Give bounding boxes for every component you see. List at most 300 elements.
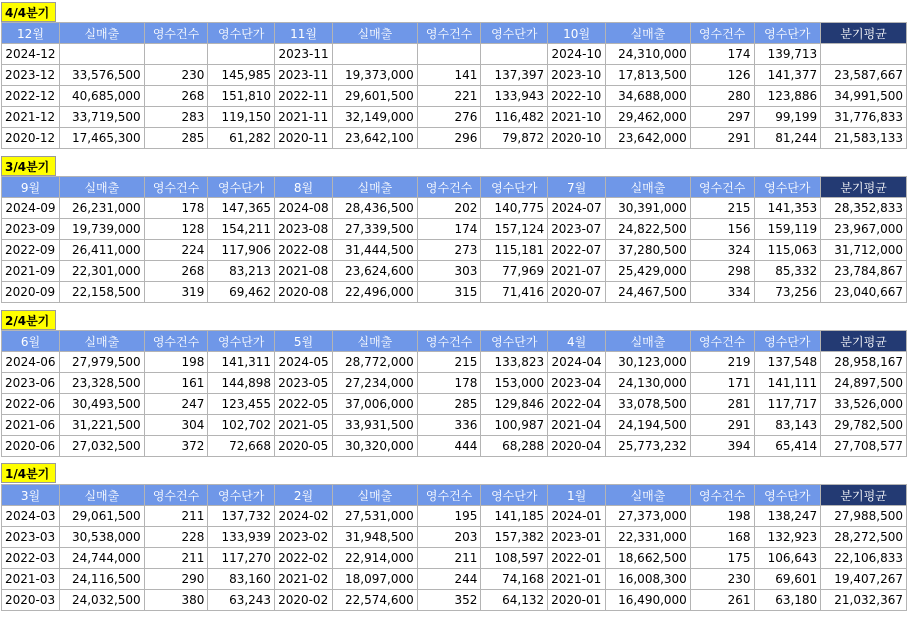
table-cell[interactable] (481, 44, 548, 65)
table-cell[interactable]: 230 (690, 569, 754, 590)
table-cell[interactable]: 159,119 (754, 219, 821, 240)
table-cell[interactable]: 2021-01 (548, 569, 606, 590)
header-cell[interactable]: 실매출 (59, 485, 144, 506)
table-cell[interactable]: 33,931,500 (333, 415, 418, 436)
table-cell[interactable]: 29,061,500 (59, 506, 144, 527)
table-cell[interactable]: 63,180 (754, 590, 821, 611)
table-cell[interactable]: 117,270 (208, 548, 275, 569)
table-cell[interactable] (144, 44, 208, 65)
table-cell[interactable]: 221 (417, 86, 481, 107)
table-cell[interactable]: 2022-01 (548, 548, 606, 569)
table-cell[interactable]: 17,813,500 (606, 65, 691, 86)
table-cell[interactable]: 178 (144, 198, 208, 219)
table-cell[interactable]: 132,923 (754, 527, 821, 548)
table-cell[interactable]: 372 (144, 436, 208, 457)
table-cell[interactable] (333, 44, 418, 65)
header-cell[interactable]: 영수건수 (417, 331, 481, 352)
table-cell[interactable]: 324 (690, 240, 754, 261)
table-cell[interactable]: 31,712,000 (821, 240, 907, 261)
table-cell[interactable]: 28,352,833 (821, 198, 907, 219)
table-cell[interactable]: 71,416 (481, 282, 548, 303)
table-cell[interactable]: 137,397 (481, 65, 548, 86)
table-cell[interactable]: 30,538,000 (59, 527, 144, 548)
header-cell[interactable]: 영수단가 (208, 331, 275, 352)
table-cell[interactable]: 24,116,500 (59, 569, 144, 590)
table-cell[interactable]: 33,526,000 (821, 394, 907, 415)
table-cell[interactable]: 2024-09 (2, 198, 60, 219)
table-cell[interactable]: 115,181 (481, 240, 548, 261)
table-cell[interactable]: 18,097,000 (333, 569, 418, 590)
table-cell[interactable]: 133,939 (208, 527, 275, 548)
table-cell[interactable]: 83,213 (208, 261, 275, 282)
header-cell[interactable]: 영수건수 (144, 331, 208, 352)
table-cell[interactable]: 2023-12 (2, 65, 60, 86)
header-cell[interactable]: 실매출 (606, 485, 691, 506)
table-cell[interactable]: 2023-09 (2, 219, 60, 240)
table-cell[interactable]: 17,465,300 (59, 128, 144, 149)
table-cell[interactable]: 133,943 (481, 86, 548, 107)
table-cell[interactable]: 2023-04 (548, 373, 606, 394)
table-cell[interactable]: 61,282 (208, 128, 275, 149)
table-cell[interactable]: 27,339,500 (333, 219, 418, 240)
table-cell[interactable]: 30,493,500 (59, 394, 144, 415)
table-cell[interactable]: 151,810 (208, 86, 275, 107)
table-cell[interactable]: 2020-03 (2, 590, 60, 611)
table-cell[interactable]: 2020-12 (2, 128, 60, 149)
table-cell[interactable]: 244 (417, 569, 481, 590)
table-cell[interactable]: 123,886 (754, 86, 821, 107)
header-cell[interactable]: 실매출 (59, 331, 144, 352)
table-cell[interactable]: 2021-10 (548, 107, 606, 128)
table-cell[interactable]: 144,898 (208, 373, 275, 394)
table-cell[interactable]: 145,985 (208, 65, 275, 86)
table-cell[interactable]: 2021-06 (2, 415, 60, 436)
table-cell[interactable]: 23,587,667 (821, 65, 907, 86)
table-cell[interactable]: 298 (690, 261, 754, 282)
table-cell[interactable]: 304 (144, 415, 208, 436)
table-cell[interactable] (821, 44, 907, 65)
table-cell[interactable]: 2021-05 (275, 415, 333, 436)
table-cell[interactable]: 198 (144, 352, 208, 373)
table-cell[interactable]: 2023-06 (2, 373, 60, 394)
table-cell[interactable]: 2022-10 (548, 86, 606, 107)
table-cell[interactable]: 336 (417, 415, 481, 436)
table-cell[interactable]: 123,455 (208, 394, 275, 415)
header-cell[interactable]: 영수단가 (481, 331, 548, 352)
header-cell[interactable]: 영수건수 (144, 177, 208, 198)
header-cell[interactable]: 실매출 (333, 23, 418, 44)
table-cell[interactable]: 24,744,000 (59, 548, 144, 569)
table-cell[interactable]: 23,642,000 (606, 128, 691, 149)
table-cell[interactable]: 37,006,000 (333, 394, 418, 415)
table-cell[interactable]: 2024-12 (2, 44, 60, 65)
header-cell[interactable]: 영수건수 (417, 177, 481, 198)
header-cell[interactable]: 5월 (275, 331, 333, 352)
table-cell[interactable]: 2024-10 (548, 44, 606, 65)
table-cell[interactable]: 261 (690, 590, 754, 611)
table-cell[interactable]: 21,032,367 (821, 590, 907, 611)
table-cell[interactable]: 68,288 (481, 436, 548, 457)
table-cell[interactable]: 19,739,000 (59, 219, 144, 240)
header-cell[interactable]: 영수단가 (754, 331, 821, 352)
table-cell[interactable]: 79,872 (481, 128, 548, 149)
table-cell[interactable]: 133,823 (481, 352, 548, 373)
header-cell[interactable]: 7월 (548, 177, 606, 198)
table-cell[interactable]: 22,496,000 (333, 282, 418, 303)
header-cell-average[interactable]: 분기평균 (821, 331, 907, 352)
table-cell[interactable]: 352 (417, 590, 481, 611)
table-cell[interactable] (417, 44, 481, 65)
table-cell[interactable]: 276 (417, 107, 481, 128)
header-cell[interactable]: 영수단가 (754, 485, 821, 506)
header-cell[interactable]: 10월 (548, 23, 606, 44)
table-cell[interactable]: 291 (690, 128, 754, 149)
table-cell[interactable]: 69,462 (208, 282, 275, 303)
table-cell[interactable]: 203 (417, 527, 481, 548)
table-cell[interactable]: 24,467,500 (606, 282, 691, 303)
header-cell[interactable]: 실매출 (606, 23, 691, 44)
table-cell[interactable]: 18,662,500 (606, 548, 691, 569)
table-cell[interactable]: 2023-05 (275, 373, 333, 394)
table-cell[interactable]: 28,958,167 (821, 352, 907, 373)
table-cell[interactable]: 138,247 (754, 506, 821, 527)
table-cell[interactable]: 28,272,500 (821, 527, 907, 548)
table-cell[interactable]: 23,784,867 (821, 261, 907, 282)
table-cell[interactable]: 147,365 (208, 198, 275, 219)
table-cell[interactable]: 108,597 (481, 548, 548, 569)
header-cell[interactable]: 실매출 (59, 177, 144, 198)
table-cell[interactable]: 2021-04 (548, 415, 606, 436)
table-cell[interactable]: 33,576,500 (59, 65, 144, 86)
table-cell[interactable]: 2024-06 (2, 352, 60, 373)
table-cell[interactable]: 174 (690, 44, 754, 65)
table-cell[interactable]: 2024-05 (275, 352, 333, 373)
header-cell[interactable]: 영수건수 (690, 485, 754, 506)
table-cell[interactable]: 30,123,000 (606, 352, 691, 373)
table-cell[interactable]: 2023-02 (275, 527, 333, 548)
table-cell[interactable]: 2020-05 (275, 436, 333, 457)
table-cell[interactable]: 24,194,500 (606, 415, 691, 436)
table-cell[interactable]: 2022-09 (2, 240, 60, 261)
header-cell-average[interactable]: 분기평균 (821, 23, 907, 44)
table-cell[interactable]: 31,221,500 (59, 415, 144, 436)
table-cell[interactable]: 22,301,000 (59, 261, 144, 282)
table-cell[interactable]: 211 (144, 506, 208, 527)
header-cell[interactable]: 영수단가 (754, 177, 821, 198)
table-cell[interactable]: 2024-01 (548, 506, 606, 527)
table-cell[interactable]: 72,668 (208, 436, 275, 457)
table-cell[interactable] (208, 44, 275, 65)
table-cell[interactable]: 285 (144, 128, 208, 149)
table-cell[interactable]: 157,124 (481, 219, 548, 240)
table-cell[interactable]: 22,158,500 (59, 282, 144, 303)
table-cell[interactable]: 153,000 (481, 373, 548, 394)
table-cell[interactable]: 380 (144, 590, 208, 611)
table-cell[interactable]: 291 (690, 415, 754, 436)
table-cell[interactable]: 198 (690, 506, 754, 527)
table-cell[interactable]: 139,713 (754, 44, 821, 65)
table-cell[interactable]: 2023-11 (275, 65, 333, 86)
table-cell[interactable]: 29,782,500 (821, 415, 907, 436)
header-cell[interactable]: 영수건수 (144, 485, 208, 506)
table-cell[interactable]: 2021-11 (275, 107, 333, 128)
header-cell[interactable]: 영수단가 (754, 23, 821, 44)
table-cell[interactable]: 281 (690, 394, 754, 415)
header-cell-average[interactable]: 분기평균 (821, 177, 907, 198)
table-cell[interactable]: 2022-02 (275, 548, 333, 569)
table-cell[interactable]: 24,130,000 (606, 373, 691, 394)
table-cell[interactable]: 2022-11 (275, 86, 333, 107)
header-cell-average[interactable]: 분기평균 (821, 485, 907, 506)
table-cell[interactable]: 2020-08 (275, 282, 333, 303)
table-cell[interactable]: 28,436,500 (333, 198, 418, 219)
table-cell[interactable]: 2024-03 (2, 506, 60, 527)
table-cell[interactable]: 19,373,000 (333, 65, 418, 86)
table-cell[interactable]: 156 (690, 219, 754, 240)
table-cell[interactable]: 2020-01 (548, 590, 606, 611)
header-cell[interactable]: 실매출 (59, 23, 144, 44)
table-cell[interactable]: 2022-06 (2, 394, 60, 415)
table-cell[interactable]: 247 (144, 394, 208, 415)
header-cell[interactable]: 실매출 (606, 331, 691, 352)
table-cell[interactable]: 34,991,500 (821, 86, 907, 107)
table-cell[interactable]: 65,414 (754, 436, 821, 457)
table-cell[interactable]: 31,444,500 (333, 240, 418, 261)
table-cell[interactable]: 2023-01 (548, 527, 606, 548)
table-cell[interactable]: 303 (417, 261, 481, 282)
table-cell[interactable]: 2024-08 (275, 198, 333, 219)
table-cell[interactable]: 27,979,500 (59, 352, 144, 373)
table-cell[interactable]: 141,311 (208, 352, 275, 373)
table-cell[interactable]: 25,429,000 (606, 261, 691, 282)
table-cell[interactable]: 2020-06 (2, 436, 60, 457)
header-cell[interactable]: 실매출 (333, 331, 418, 352)
table-cell[interactable]: 2021-09 (2, 261, 60, 282)
table-cell[interactable]: 2021-12 (2, 107, 60, 128)
table-cell[interactable]: 211 (144, 548, 208, 569)
table-cell[interactable]: 141,353 (754, 198, 821, 219)
table-cell[interactable]: 141,185 (481, 506, 548, 527)
table-cell[interactable]: 29,462,000 (606, 107, 691, 128)
header-cell[interactable]: 3월 (2, 485, 60, 506)
table-cell[interactable]: 23,967,000 (821, 219, 907, 240)
header-cell[interactable]: 영수단가 (481, 177, 548, 198)
table-cell[interactable]: 2021-02 (275, 569, 333, 590)
table-cell[interactable]: 119,150 (208, 107, 275, 128)
table-cell[interactable]: 178 (417, 373, 481, 394)
table-cell[interactable]: 219 (690, 352, 754, 373)
header-cell[interactable]: 영수단가 (208, 485, 275, 506)
header-cell[interactable]: 9월 (2, 177, 60, 198)
table-cell[interactable]: 129,846 (481, 394, 548, 415)
table-cell[interactable]: 215 (690, 198, 754, 219)
table-cell[interactable]: 117,906 (208, 240, 275, 261)
table-cell[interactable]: 140,775 (481, 198, 548, 219)
table-cell[interactable]: 83,143 (754, 415, 821, 436)
table-cell[interactable]: 2022-03 (2, 548, 60, 569)
table-cell[interactable]: 23,328,500 (59, 373, 144, 394)
header-cell[interactable]: 영수건수 (690, 177, 754, 198)
table-cell[interactable]: 128 (144, 219, 208, 240)
table-cell[interactable]: 2024-02 (275, 506, 333, 527)
table-cell[interactable]: 2020-07 (548, 282, 606, 303)
table-cell[interactable]: 27,708,577 (821, 436, 907, 457)
table-cell[interactable]: 174 (417, 219, 481, 240)
table-cell[interactable]: 23,040,667 (821, 282, 907, 303)
table-cell[interactable]: 285 (417, 394, 481, 415)
table-cell[interactable]: 175 (690, 548, 754, 569)
table-cell[interactable]: 25,773,232 (606, 436, 691, 457)
table-cell[interactable]: 2023-11 (275, 44, 333, 65)
table-cell[interactable]: 83,160 (208, 569, 275, 590)
table-cell[interactable]: 24,310,000 (606, 44, 691, 65)
table-cell[interactable]: 315 (417, 282, 481, 303)
header-cell[interactable]: 영수건수 (690, 331, 754, 352)
header-cell[interactable]: 1월 (548, 485, 606, 506)
header-cell[interactable]: 8월 (275, 177, 333, 198)
table-cell[interactable]: 290 (144, 569, 208, 590)
header-cell[interactable]: 실매출 (333, 177, 418, 198)
table-cell[interactable]: 215 (417, 352, 481, 373)
table-cell[interactable]: 319 (144, 282, 208, 303)
table-cell[interactable]: 19,407,267 (821, 569, 907, 590)
table-cell[interactable]: 22,574,600 (333, 590, 418, 611)
table-cell[interactable]: 102,702 (208, 415, 275, 436)
table-cell[interactable]: 40,685,000 (59, 86, 144, 107)
table-cell[interactable]: 116,482 (481, 107, 548, 128)
table-cell[interactable]: 100,987 (481, 415, 548, 436)
header-cell[interactable]: 영수단가 (208, 23, 275, 44)
table-cell[interactable]: 157,382 (481, 527, 548, 548)
table-cell[interactable]: 195 (417, 506, 481, 527)
table-cell[interactable]: 33,078,500 (606, 394, 691, 415)
table-cell[interactable]: 141,377 (754, 65, 821, 86)
table-cell[interactable]: 2020-10 (548, 128, 606, 149)
table-cell[interactable]: 2022-12 (2, 86, 60, 107)
table-cell[interactable]: 273 (417, 240, 481, 261)
table-cell[interactable]: 2022-07 (548, 240, 606, 261)
table-cell[interactable]: 33,719,500 (59, 107, 144, 128)
table-cell[interactable]: 2020-11 (275, 128, 333, 149)
table-cell[interactable] (59, 44, 144, 65)
header-cell[interactable]: 영수건수 (417, 485, 481, 506)
header-cell[interactable]: 영수단가 (481, 485, 548, 506)
table-cell[interactable]: 64,132 (481, 590, 548, 611)
table-cell[interactable]: 137,732 (208, 506, 275, 527)
table-cell[interactable]: 2022-08 (275, 240, 333, 261)
table-cell[interactable]: 31,948,500 (333, 527, 418, 548)
header-cell[interactable]: 4월 (548, 331, 606, 352)
table-cell[interactable]: 444 (417, 436, 481, 457)
table-cell[interactable]: 26,411,000 (59, 240, 144, 261)
table-cell[interactable]: 23,624,600 (333, 261, 418, 282)
table-cell[interactable]: 2023-07 (548, 219, 606, 240)
table-cell[interactable]: 280 (690, 86, 754, 107)
header-cell[interactable]: 실매출 (333, 485, 418, 506)
table-cell[interactable]: 268 (144, 86, 208, 107)
table-cell[interactable]: 37,280,500 (606, 240, 691, 261)
header-cell[interactable]: 영수건수 (144, 23, 208, 44)
table-cell[interactable]: 2024-07 (548, 198, 606, 219)
table-cell[interactable]: 27,234,000 (333, 373, 418, 394)
header-cell[interactable]: 영수단가 (481, 23, 548, 44)
table-cell[interactable]: 27,373,000 (606, 506, 691, 527)
table-cell[interactable]: 211 (417, 548, 481, 569)
header-cell[interactable]: 영수건수 (690, 23, 754, 44)
table-cell[interactable]: 161 (144, 373, 208, 394)
table-cell[interactable]: 2021-03 (2, 569, 60, 590)
header-cell[interactable]: 2월 (275, 485, 333, 506)
table-cell[interactable]: 2023-03 (2, 527, 60, 548)
table-cell[interactable]: 34,688,000 (606, 86, 691, 107)
table-cell[interactable]: 2024-04 (548, 352, 606, 373)
table-cell[interactable]: 85,332 (754, 261, 821, 282)
table-cell[interactable]: 126 (690, 65, 754, 86)
table-cell[interactable]: 2022-05 (275, 394, 333, 415)
table-cell[interactable]: 24,897,500 (821, 373, 907, 394)
table-cell[interactable]: 228 (144, 527, 208, 548)
table-cell[interactable]: 117,717 (754, 394, 821, 415)
table-cell[interactable]: 268 (144, 261, 208, 282)
table-cell[interactable]: 24,032,500 (59, 590, 144, 611)
table-cell[interactable]: 24,822,500 (606, 219, 691, 240)
table-cell[interactable]: 2022-04 (548, 394, 606, 415)
table-cell[interactable]: 297 (690, 107, 754, 128)
table-cell[interactable]: 2021-07 (548, 261, 606, 282)
table-cell[interactable]: 73,256 (754, 282, 821, 303)
table-cell[interactable]: 394 (690, 436, 754, 457)
table-cell[interactable]: 141,111 (754, 373, 821, 394)
table-cell[interactable]: 16,490,000 (606, 590, 691, 611)
table-cell[interactable]: 31,776,833 (821, 107, 907, 128)
table-cell[interactable]: 141 (417, 65, 481, 86)
table-cell[interactable]: 230 (144, 65, 208, 86)
table-cell[interactable]: 26,231,000 (59, 198, 144, 219)
table-cell[interactable]: 106,643 (754, 548, 821, 569)
header-cell[interactable]: 영수단가 (208, 177, 275, 198)
table-cell[interactable]: 28,772,000 (333, 352, 418, 373)
table-cell[interactable]: 23,642,100 (333, 128, 418, 149)
table-cell[interactable]: 74,168 (481, 569, 548, 590)
table-cell[interactable]: 27,531,000 (333, 506, 418, 527)
header-cell[interactable]: 영수건수 (417, 23, 481, 44)
table-cell[interactable]: 99,199 (754, 107, 821, 128)
table-cell[interactable]: 30,320,000 (333, 436, 418, 457)
table-cell[interactable]: 202 (417, 198, 481, 219)
table-cell[interactable]: 334 (690, 282, 754, 303)
table-cell[interactable]: 2023-10 (548, 65, 606, 86)
table-cell[interactable]: 2020-09 (2, 282, 60, 303)
header-cell[interactable]: 6월 (2, 331, 60, 352)
table-cell[interactable]: 22,331,000 (606, 527, 691, 548)
table-cell[interactable]: 2020-04 (548, 436, 606, 457)
table-cell[interactable]: 2021-08 (275, 261, 333, 282)
table-cell[interactable]: 21,583,133 (821, 128, 907, 149)
table-cell[interactable]: 137,548 (754, 352, 821, 373)
table-cell[interactable]: 283 (144, 107, 208, 128)
table-cell[interactable]: 81,244 (754, 128, 821, 149)
table-cell[interactable]: 29,601,500 (333, 86, 418, 107)
table-cell[interactable]: 115,063 (754, 240, 821, 261)
header-cell[interactable]: 실매출 (606, 177, 691, 198)
table-cell[interactable]: 63,243 (208, 590, 275, 611)
table-cell[interactable]: 16,008,300 (606, 569, 691, 590)
table-cell[interactable]: 171 (690, 373, 754, 394)
header-cell[interactable]: 12월 (2, 23, 60, 44)
table-cell[interactable]: 32,149,000 (333, 107, 418, 128)
table-cell[interactable]: 27,988,500 (821, 506, 907, 527)
table-cell[interactable]: 30,391,000 (606, 198, 691, 219)
